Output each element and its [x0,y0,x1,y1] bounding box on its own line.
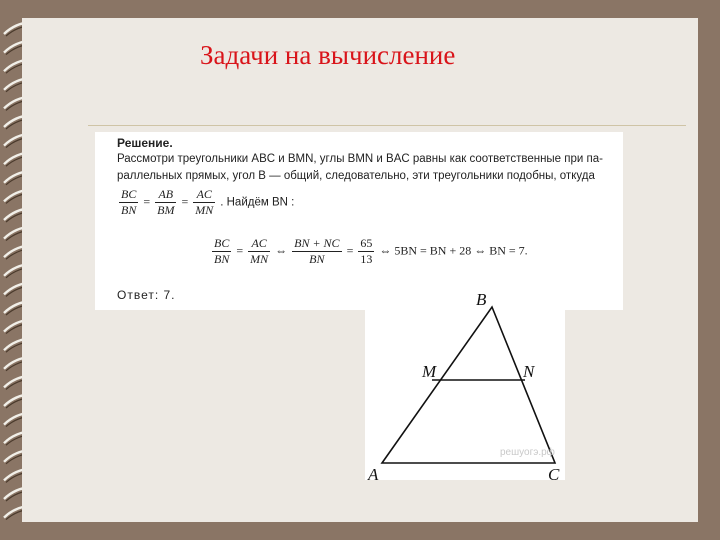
numerator: BC [121,187,137,201]
label-a: A [368,465,379,484]
fraction [358,236,374,267]
equals-sign: = [236,243,244,258]
numerator: BN + NC [294,236,340,250]
fraction [248,236,270,267]
label-c: C [548,465,560,484]
answer-text: Ответ: 7. [117,288,176,302]
denominator: BM [157,203,175,217]
denominator: BN [309,252,325,266]
denominator: MN [195,203,214,217]
numerator: BC [214,236,230,250]
denominator: BN [214,252,230,266]
numerator: AB [155,187,176,203]
ratio-tail: . Найдём BN : [220,196,295,209]
numerator: 65 [360,236,373,250]
triangle-abc [382,307,555,463]
numerator: AC [193,187,215,203]
denominator: 13 [360,252,373,266]
main-equation [210,236,528,267]
equals-sign: = [181,194,189,209]
equals-sign: = [143,194,151,209]
watermark: решуогэ.рф [500,447,555,458]
title-divider [88,125,686,126]
denominator: MN [250,252,269,266]
solution-block [95,132,623,310]
slide-title: Задачи на вычисление [200,40,456,70]
equivalence-sign: ⇔ [275,243,288,258]
fraction [193,187,215,218]
fraction [155,187,176,218]
label-n: N [523,362,535,381]
equals-sign: = [346,243,354,258]
solution-line-1: Рассмотри треугольники ABC и BMN, углы BMN и BAC равны как соответственные при па- [117,153,603,165]
similarity-ratio [117,187,294,218]
solution-heading: Решение. [117,136,173,150]
numerator: AC [248,236,270,252]
label-b: B [476,290,487,309]
solution-line-2: раллельных прямых, угол B — общий, следовательно, эти треугольники подобны, откуда [117,170,595,182]
fraction [119,187,138,218]
label-m: M [422,362,437,381]
fraction [212,236,231,267]
fraction [292,236,341,267]
equation-tail: ⇔ 5BN = BN + 28 ⇔ BN = 7. [379,243,528,258]
denominator: BN [121,203,137,217]
